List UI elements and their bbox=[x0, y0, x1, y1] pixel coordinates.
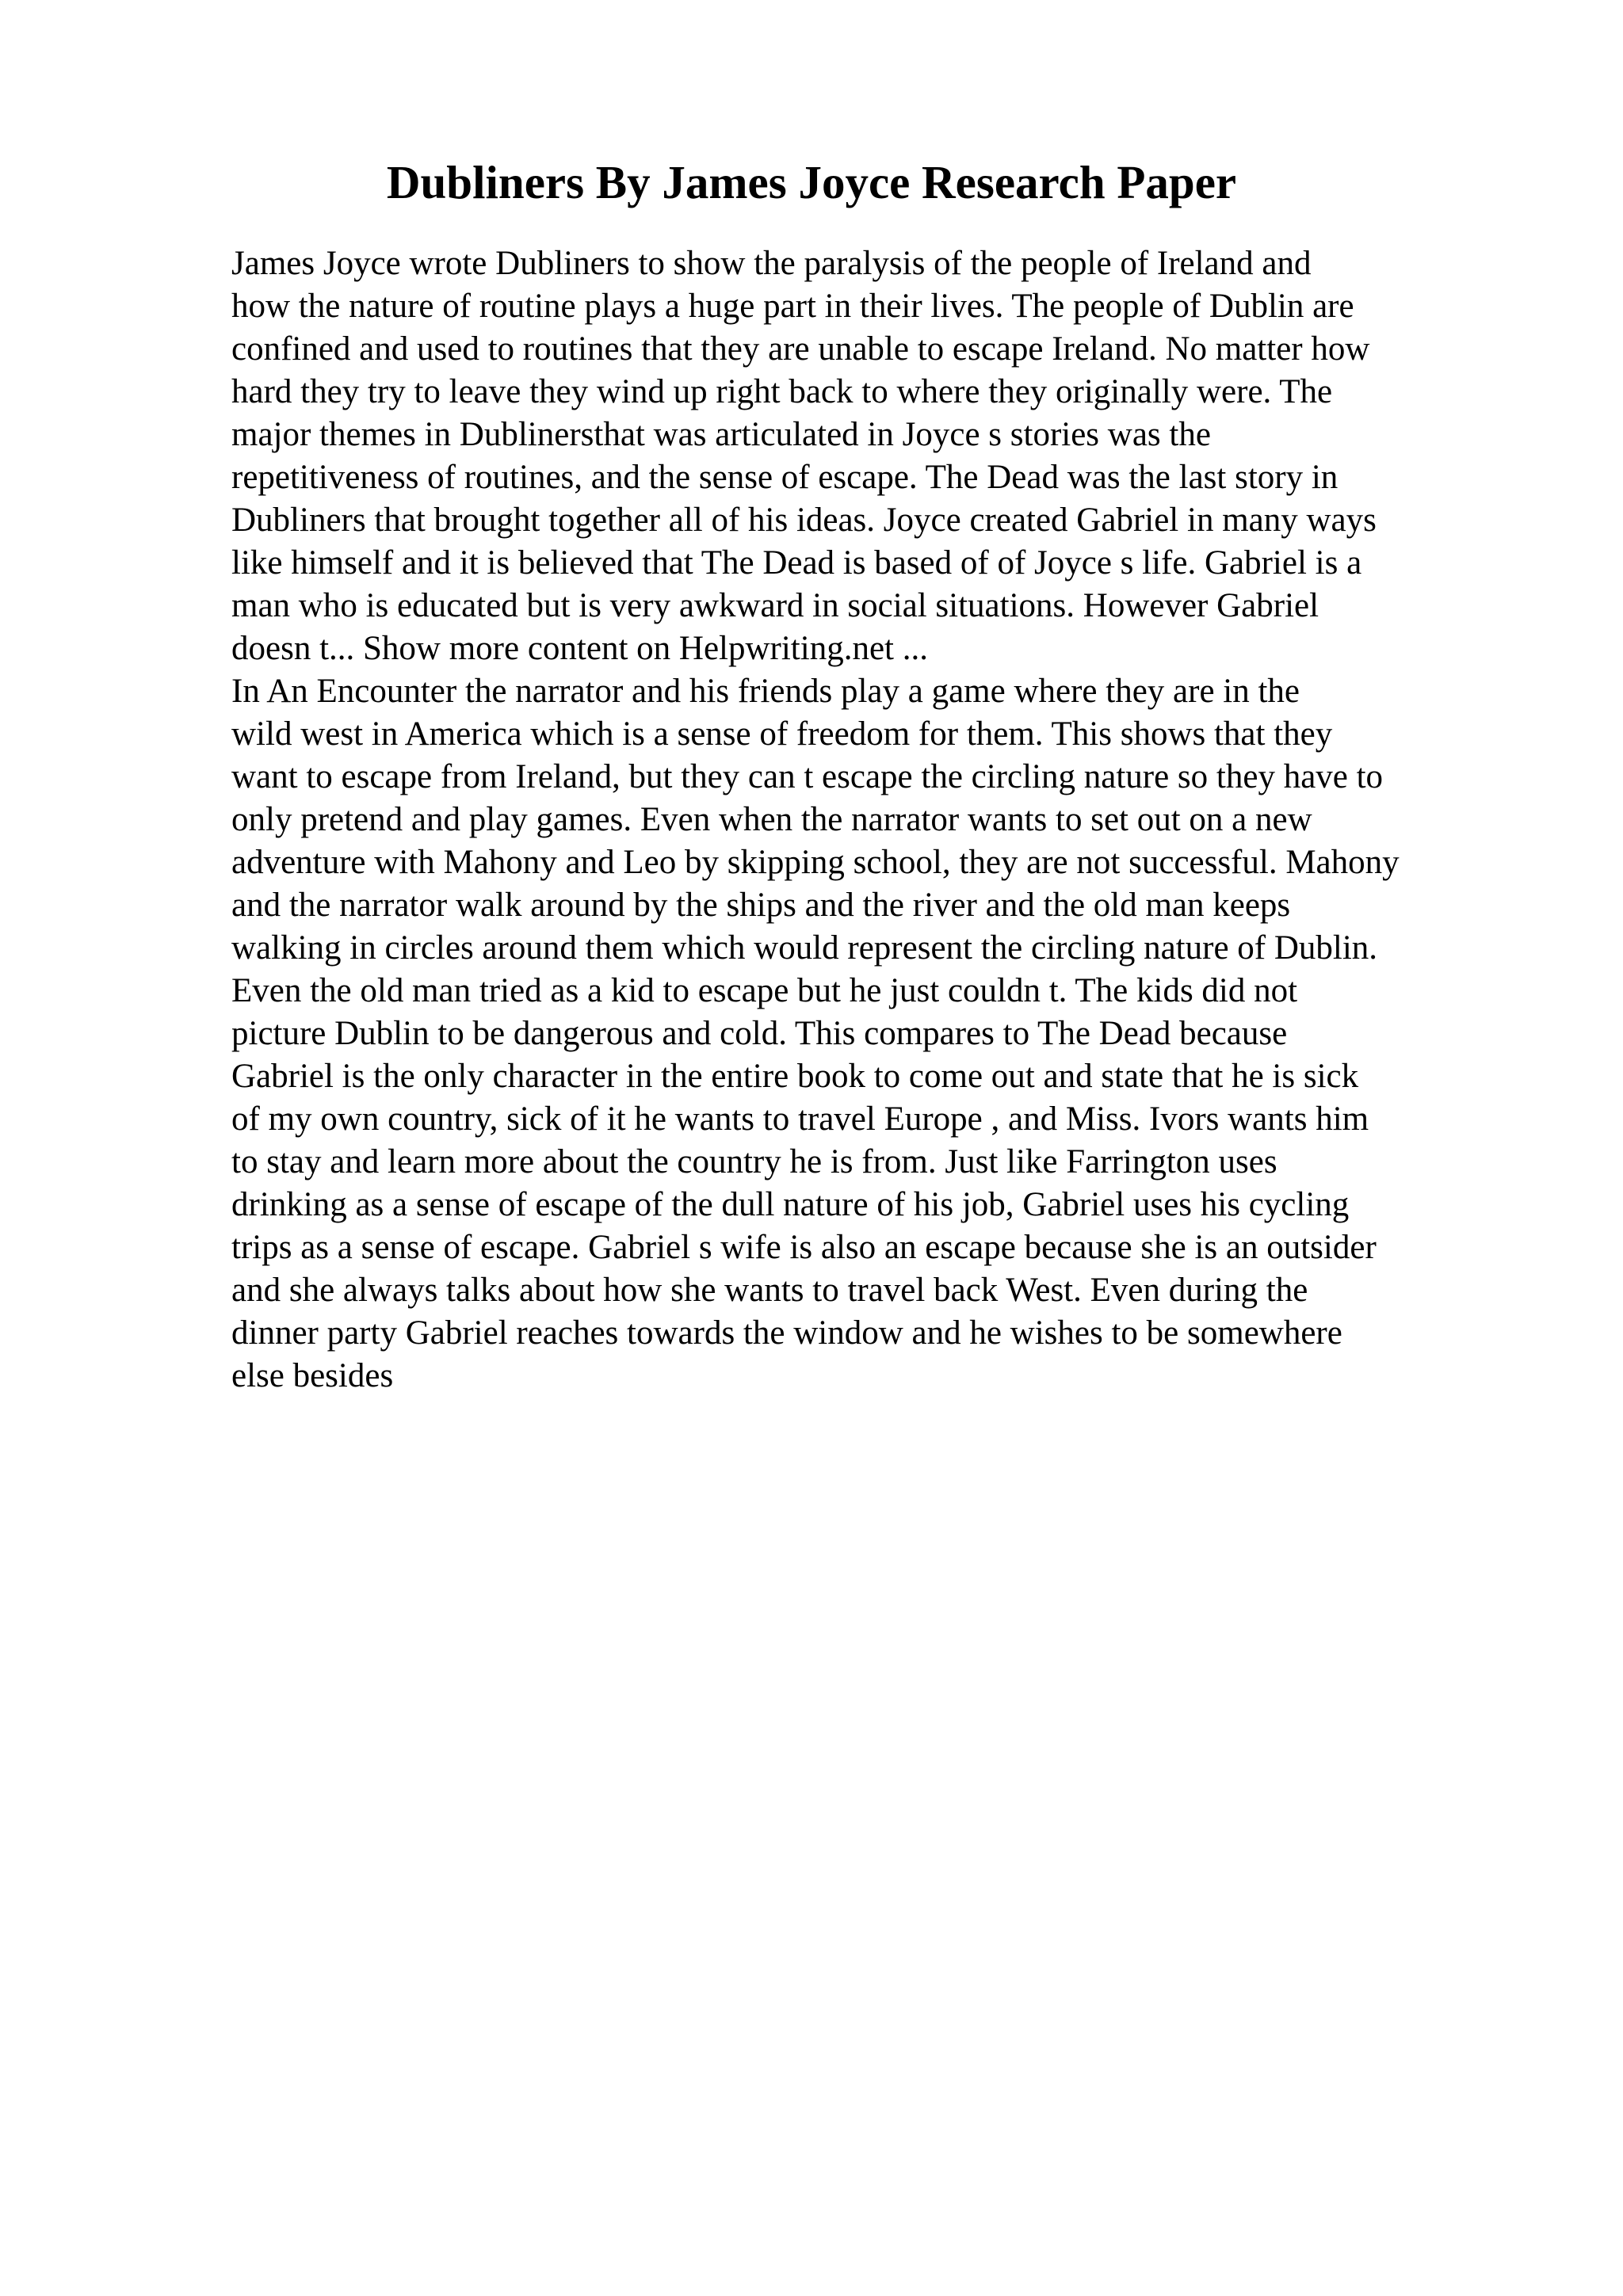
text-line: picture Dublin to be dangerous and cold. This compares to The Dead because bbox=[231, 1015, 1288, 1052]
text-line: only pretend and play games. Even when the narrator wants to set out on a new bbox=[231, 801, 1312, 838]
text-line: Gabriel is the only character in the entire book to come out and state that he is sick bbox=[231, 1058, 1359, 1095]
text-line: confined and used to routines that they are unable to escape Ireland. No matter how bbox=[231, 330, 1370, 368]
text-line: James Joyce wrote Dubliners to show the paralysis of the people of Ireland and bbox=[231, 245, 1312, 282]
text-line: doesn t... Show more content on Helpwriting.net ... bbox=[231, 630, 928, 667]
text-line: else besides bbox=[231, 1357, 394, 1394]
text-line: and the narrator walk around by the ships and the river and the old man keeps bbox=[231, 887, 1291, 924]
text-line: like himself and it is believed that The Dead is based of of Joyce s life. Gabriel is a bbox=[231, 544, 1362, 582]
text-line: man who is educated but is very awkward in social situations. However Gabriel bbox=[231, 587, 1319, 624]
text-line: adventure with Mahony and Leo by skipping school, they are not successful. Mahony bbox=[231, 844, 1400, 881]
page-title: Dubliners By James Joyce Research Paper bbox=[386, 156, 1237, 208]
text-line: Dubliners that brought together all of his ideas. Joyce created Gabriel in many ways bbox=[231, 502, 1377, 539]
text-line: to stay and learn more about the country he is from. Just like Farrington uses bbox=[231, 1143, 1277, 1180]
text-line: and she always talks about how she wants to travel back West. Even during the bbox=[231, 1272, 1308, 1309]
text-line: dinner party Gabriel reaches towards the window and he wishes to be somewhere bbox=[231, 1314, 1342, 1352]
text-line: drinking as a sense of escape of the dull nature of his job, Gabriel uses his cycling bbox=[231, 1186, 1350, 1223]
text-line: major themes in Dublinersthat was articulated in Joyce s stories was the bbox=[231, 416, 1211, 453]
text-line: wild west in America which is a sense of freedom for them. This shows that they bbox=[231, 715, 1333, 753]
text-line: In An Encounter the narrator and his friends play a game where they are in the bbox=[231, 673, 1300, 710]
text-line: repetitiveness of routines, and the sense of escape. The Dead was the last story in bbox=[231, 459, 1338, 496]
text-line: how the nature of routine plays a huge part in their lives. The people of Dublin are bbox=[231, 288, 1354, 325]
body-text bbox=[231, 242, 1515, 1398]
text-line: of my own country, sick of it he wants to travel Europe , and Miss. Ivors wants him bbox=[231, 1100, 1369, 1138]
text-line: want to escape from Ireland, but they can t escape the circling nature so they have to bbox=[231, 758, 1384, 795]
text-line: hard they try to leave they wind up right back to where they originally were. The bbox=[231, 373, 1333, 410]
text-line: trips as a sense of escape. Gabriel s wife is also an escape because she is an outsider bbox=[231, 1229, 1377, 1266]
text-line: walking in circles around them which would represent the circling nature of Dublin. bbox=[231, 929, 1378, 967]
text-line: Even the old man tried as a kid to escape but he just couldn t. The kids did not bbox=[231, 972, 1298, 1009]
